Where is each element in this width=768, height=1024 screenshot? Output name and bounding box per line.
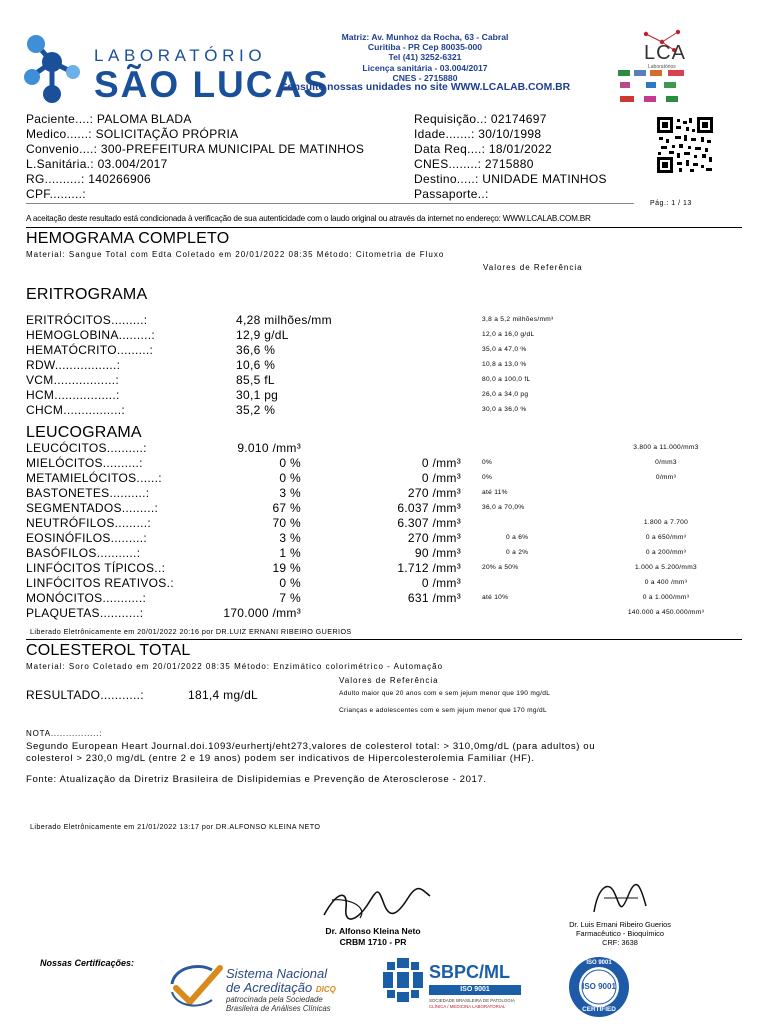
row-relative: 7 % bbox=[279, 591, 301, 605]
row-relative: 3 % bbox=[279, 486, 301, 500]
hemograma-ref-header: Valores de Referência bbox=[483, 263, 583, 272]
table-row bbox=[26, 441, 742, 456]
row-ref-absolute: 140.000 a 450.000/mm³ bbox=[627, 609, 705, 616]
patient-field bbox=[414, 142, 607, 157]
row-reference: 3,8 a 5,2 milhões/mm³ bbox=[482, 316, 554, 323]
nota-text-line2: colesterol > 230,0 mg/dL (entre 2 e 19 anos) podem ser indicativos de Hipercolesterolemia Familiar (HF). bbox=[26, 753, 535, 764]
handwritten-signature-icon bbox=[584, 876, 654, 920]
row-label: HEMATÓCRITO.........: bbox=[26, 343, 154, 357]
signature-2 bbox=[584, 876, 654, 920]
field-label: L.Sanitária.: bbox=[26, 157, 94, 171]
row-reference: 80,0 a 100,0 fL bbox=[482, 376, 531, 383]
row-label: PLAQUETAS...........: bbox=[26, 606, 144, 620]
table-row bbox=[26, 516, 742, 531]
row-label: EOSINÓFILOS.........: bbox=[26, 531, 147, 545]
lca-text: LCA bbox=[644, 42, 686, 64]
table-row bbox=[26, 501, 742, 516]
field-label: Data Req....: bbox=[414, 142, 486, 156]
patient-field bbox=[26, 172, 364, 187]
sbpc-cross-icon bbox=[383, 958, 423, 1002]
row-absolute: 0 /mm³ bbox=[421, 456, 461, 470]
row-label: ERITRÓCITOS.........: bbox=[26, 313, 148, 327]
row-relative: 170.000 /mm³ bbox=[223, 606, 301, 620]
row-relative: 67 % bbox=[272, 501, 301, 515]
row-relative: 0 % bbox=[279, 471, 301, 485]
row-label: CHCM................: bbox=[26, 403, 125, 417]
iso-seal-center: ISO 9001 bbox=[582, 982, 616, 991]
dicq-line4: Brasileira de Análises Clínicas bbox=[226, 1004, 331, 1013]
colesterol-release: Liberado Eletrônicamente em 21/01/2022 13:17 por DR.ALFONSO KLEINA NETO bbox=[30, 822, 321, 831]
colesterol-ref-adult: Adulto maior que 20 anos com e sem jejum menor que 190 mg/dL bbox=[339, 690, 551, 697]
row-label: RDW.................: bbox=[26, 358, 121, 372]
table-row bbox=[26, 313, 742, 328]
row-label: HCM.................: bbox=[26, 388, 120, 402]
lab-address-block bbox=[270, 32, 580, 93]
dicq-line1: Sistema Nacional bbox=[226, 966, 328, 981]
row-ref-relative: 20% a 50% bbox=[482, 564, 519, 571]
table-row bbox=[26, 606, 742, 621]
iso-seal-bottom: CERTIFIED bbox=[582, 1006, 616, 1013]
phone-line: Tel (41) 3252-6321 bbox=[388, 52, 462, 63]
license-value: 03.004/2017 bbox=[97, 157, 168, 171]
patient-name: PALOMA BLADA bbox=[96, 112, 192, 126]
qr-code-icon bbox=[657, 117, 713, 173]
field-label: Convenio....: bbox=[26, 142, 98, 156]
partner-logo bbox=[644, 96, 656, 102]
handwritten-signature-icon bbox=[318, 870, 438, 930]
patient-field bbox=[414, 157, 607, 172]
row-ref-relative: 0% bbox=[482, 474, 493, 481]
patient-field bbox=[414, 172, 607, 187]
row-relative: 0 % bbox=[279, 456, 301, 470]
patient-field bbox=[26, 112, 364, 127]
table-row bbox=[26, 358, 742, 373]
row-ref-relative: até 11% bbox=[482, 489, 508, 496]
partner-logo bbox=[618, 70, 630, 76]
row-label: HEMOGLOBINA.........: bbox=[26, 328, 155, 342]
patient-field bbox=[26, 157, 364, 172]
partner-logo bbox=[664, 82, 676, 88]
colesterol-title: COLESTEROL TOTAL bbox=[26, 642, 191, 659]
patient-field bbox=[26, 187, 364, 202]
colesterol-result-label: RESULTADO...........: bbox=[26, 688, 144, 702]
leucograma-title: LEUCOGRAMA bbox=[26, 424, 142, 441]
city-line: Curitiba - PR Cep 80035-000 bbox=[367, 42, 483, 53]
partner-logo bbox=[620, 82, 630, 88]
patient-info-left bbox=[26, 112, 364, 202]
table-row bbox=[26, 471, 742, 486]
partner-logo bbox=[620, 96, 634, 102]
patient-field bbox=[414, 187, 607, 202]
patient-info-right bbox=[414, 112, 607, 202]
row-ref-absolute: 0 a 200/mm³ bbox=[645, 549, 687, 556]
row-ref-relative: 36,0 a 70,0% bbox=[482, 504, 525, 511]
patient-field bbox=[414, 127, 607, 142]
row-reference: 10,8 a 13,0 % bbox=[482, 361, 527, 368]
lab-name-line1: LABORATÓRIO bbox=[94, 46, 267, 65]
signature-2-name: Dr. Luis Ernani Ribeiro Guerios bbox=[569, 920, 671, 929]
row-ref-relative: 0 a 2% bbox=[506, 549, 529, 556]
row-label: NEUTRÓFILOS.........: bbox=[26, 516, 151, 530]
row-ref-absolute: 1.000 a 5.200/mm3 bbox=[635, 564, 697, 571]
row-ref-absolute: 0/mm³ bbox=[655, 474, 677, 481]
row-absolute: 90 /mm³ bbox=[414, 546, 461, 560]
signature-1-name: Dr. Alfonso Kleina Neto bbox=[325, 926, 421, 936]
row-ref-relative: 0 a 6% bbox=[506, 534, 529, 541]
sbpc-iso-badge: ISO 9001 bbox=[429, 985, 521, 995]
row-relative: 19 % bbox=[272, 561, 301, 575]
field-label: Requisição..: bbox=[414, 112, 488, 126]
row-absolute: 270 /mm³ bbox=[407, 486, 461, 500]
cnes-value: 2715880 bbox=[484, 157, 534, 171]
address-line: Matriz: Av. Munhoz da Rocha, 63 - Cabral bbox=[341, 32, 509, 42]
rg-value: 140266906 bbox=[88, 172, 151, 186]
row-ref-absolute: 1.800 a 7.700 bbox=[643, 519, 689, 526]
row-value: 30,1 pg bbox=[236, 388, 279, 402]
row-reference: 35,0 a 47,0 % bbox=[482, 346, 527, 353]
signature-2-crf: CRF: 3638 bbox=[602, 938, 638, 947]
row-label: SEGMENTADOS.........: bbox=[26, 501, 159, 515]
table-row bbox=[26, 388, 742, 403]
row-label: LINFÓCITOS REATIVOS.: bbox=[26, 576, 174, 590]
eritrograma-title: ERITROGRAMA bbox=[26, 286, 148, 303]
row-reference: 26,0 a 34,0 pg bbox=[482, 391, 529, 398]
field-label: Medico......: bbox=[26, 127, 92, 141]
fonte-text: Fonte: Atualização da Diretriz Brasileira de Dislipidemias e Prevenção de Aterosclerose - 2017. bbox=[26, 774, 487, 785]
partner-logo bbox=[668, 70, 684, 76]
row-label: VCM.................: bbox=[26, 373, 119, 387]
row-label: LEUCÓCITOS..........: bbox=[26, 441, 147, 455]
section-rule bbox=[26, 639, 742, 640]
row-absolute: 6.307 /mm³ bbox=[397, 516, 461, 530]
row-relative: 1 % bbox=[279, 546, 301, 560]
row-ref-absolute: 0 a 650/mm³ bbox=[645, 534, 687, 541]
field-label: RG..........: bbox=[26, 172, 85, 186]
cnes-line: CNES - 2715880 bbox=[392, 72, 458, 83]
field-label: Paciente....: bbox=[26, 112, 94, 126]
row-label: MIELÓCITOS..........: bbox=[26, 456, 143, 470]
sbpc-sub1: SOCIEDADE BRASILEIRA DE PATOLOGIA bbox=[429, 998, 515, 1003]
qr-code bbox=[657, 117, 713, 173]
table-row bbox=[26, 328, 742, 343]
signature-1-crm: CRBM 1710 - PR bbox=[339, 937, 407, 947]
dicq-tag: DICQ bbox=[315, 985, 336, 994]
row-value: 36,6 % bbox=[236, 343, 276, 357]
hemograma-release: Liberado Eletrônicamente em 20/01/2022 20:16 por DR.LUIZ ERNANI RIBEIRO GUERIOS bbox=[30, 627, 352, 636]
iso-seal-top: ISO 9001 bbox=[586, 960, 612, 966]
table-row bbox=[26, 403, 742, 418]
row-value: 85,5 fL bbox=[236, 373, 275, 387]
row-relative: 9.010 /mm³ bbox=[237, 441, 301, 455]
row-ref-absolute: 0/mm3 bbox=[655, 459, 677, 466]
lab-logo bbox=[22, 32, 84, 106]
table-row bbox=[26, 561, 742, 576]
table-row bbox=[26, 373, 742, 388]
row-ref-relative: 0% bbox=[482, 459, 493, 466]
sbpc-sub2: CLÍNICA / MEDICINA LABORATORIAL bbox=[429, 1004, 506, 1009]
page-number: Pág.: 1 / 13 bbox=[650, 200, 692, 207]
requisition-value: 02174697 bbox=[490, 112, 547, 126]
row-absolute: 270 /mm³ bbox=[407, 531, 461, 545]
row-value: 4,28 milhões/mm bbox=[236, 313, 332, 327]
colesterol-ref-header: Valores de Referência bbox=[339, 676, 439, 685]
row-relative: 0 % bbox=[279, 576, 301, 590]
signature-1 bbox=[318, 870, 438, 930]
row-ref-absolute: 0 a 400 /mm³ bbox=[644, 579, 688, 586]
patient-field bbox=[26, 142, 364, 157]
age-value: 30/10/1998 bbox=[478, 127, 542, 141]
field-label: CPF.........: bbox=[26, 187, 86, 201]
row-label: BASÓFILOS...........: bbox=[26, 546, 141, 560]
iso-9001-seal bbox=[568, 956, 630, 1018]
lab-name-line2: SÃO LUCAS bbox=[94, 64, 330, 105]
partner-logo bbox=[634, 70, 646, 76]
dicq-line2-text: de Acreditação bbox=[226, 980, 313, 995]
section-rule bbox=[26, 227, 742, 228]
row-label: MONÓCITOS...........: bbox=[26, 591, 147, 605]
row-ref-absolute: 3.800 a 11.000/mm3 bbox=[633, 444, 699, 451]
colesterol-ref-child: Crianças e adolescentes com e sem jejum menor que 170 mg/dL bbox=[339, 707, 547, 714]
table-row bbox=[26, 546, 742, 561]
certifications-label: Nossas Certificações: bbox=[40, 958, 135, 968]
nota-text-line1: Segundo European Heart Journal.doi.1093/eurhertj/eht273,valores de colesterol total: > 310,0mg/dL (para adultos) ou bbox=[26, 741, 596, 752]
table-row bbox=[26, 591, 742, 606]
request-date-value: 18/01/2022 bbox=[488, 142, 552, 156]
authenticity-notice: A aceitação deste resultado está condicionada à verificação de sua autenticidade com o laudo original ou através da internet no endereço: WWW.LCALAB.COM.BR bbox=[26, 214, 591, 223]
row-value: 12,9 g/dL bbox=[236, 328, 289, 342]
row-ref-relative: até 10% bbox=[482, 594, 509, 601]
partner-logo bbox=[666, 96, 678, 102]
table-row bbox=[26, 576, 742, 591]
field-label: Passaporte..: bbox=[414, 187, 489, 201]
row-absolute: 1.712 /mm³ bbox=[397, 561, 461, 575]
license-line: Licença sanitária - 03.004/2017 bbox=[362, 62, 488, 73]
row-relative: 70 % bbox=[272, 516, 301, 530]
lca-logo bbox=[638, 28, 698, 72]
sbpc-logo bbox=[383, 958, 533, 1014]
destination-value: UNIDADE MATINHOS bbox=[482, 172, 607, 186]
row-label: LINFÓCITOS TÍPICOS..: bbox=[26, 561, 166, 575]
patient-field bbox=[414, 112, 607, 127]
row-absolute: 0 /mm³ bbox=[421, 471, 461, 485]
hemograma-title: HEMOGRAMA COMPLETO bbox=[26, 230, 230, 247]
checkmark-icon bbox=[168, 960, 224, 1010]
lca-subtext: Laboratórios bbox=[648, 64, 676, 70]
row-absolute: 6.037 /mm³ bbox=[397, 501, 461, 515]
row-value: 35,2 % bbox=[236, 403, 276, 417]
row-value: 10,6 % bbox=[236, 358, 276, 372]
field-label: Idade.......: bbox=[414, 127, 475, 141]
patient-field bbox=[26, 127, 364, 142]
table-row bbox=[26, 486, 742, 501]
row-relative: 3 % bbox=[279, 531, 301, 545]
row-absolute: 631 /mm³ bbox=[407, 591, 461, 605]
convenio-value: 300-PREFEITURA MUNICIPAL DE MATINHOS bbox=[100, 142, 365, 156]
row-label: METAMIELÓCITOS......: bbox=[26, 471, 162, 485]
dicq-line3: patrocinada pela Sociedade bbox=[226, 995, 323, 1004]
partner-logo bbox=[650, 70, 662, 76]
field-label: Destino.....: bbox=[414, 172, 479, 186]
nota-label: NOTA................: bbox=[26, 729, 103, 738]
page-rule bbox=[26, 203, 634, 204]
colesterol-material: Material: Soro Coletado em 20/01/2022 08:35 Método: Enzimático colorimétrico - Automação bbox=[26, 662, 444, 671]
row-ref-absolute: 0 a 1.000/mm³ bbox=[642, 594, 690, 601]
table-row bbox=[26, 343, 742, 358]
row-absolute: 0 /mm³ bbox=[421, 576, 461, 590]
dicq-line2 bbox=[226, 980, 336, 995]
doctor-value: SOLICITAÇÃO PRÓPRIA bbox=[95, 127, 239, 141]
row-label: BASTONETES..........: bbox=[26, 486, 150, 500]
row-reference: 12,0 a 16,0 g/dL bbox=[482, 331, 535, 338]
sbpc-title: SBPC/ML bbox=[429, 962, 510, 982]
consult-line: Consulte nossas unidades no site WWW.LCALAB.COM.BR bbox=[279, 82, 571, 94]
field-label: CNES........: bbox=[414, 157, 482, 171]
table-row bbox=[26, 531, 742, 546]
table-row bbox=[26, 456, 742, 471]
hemograma-material: Material: Sangue Total com Edta Coletado em 20/01/2022 08:35 Método: Citometria de Fluxo bbox=[26, 250, 445, 259]
dicq-logo bbox=[168, 958, 348, 1012]
row-reference: 30,0 a 36,0 % bbox=[482, 406, 527, 413]
colesterol-result-value: 181,4 mg/dL bbox=[188, 688, 259, 702]
partner-logo bbox=[646, 82, 656, 88]
signature-2-role: Farmacêutico - Bioquímico bbox=[576, 929, 664, 938]
molecule-icon bbox=[22, 32, 84, 106]
partner-logos bbox=[618, 70, 688, 106]
